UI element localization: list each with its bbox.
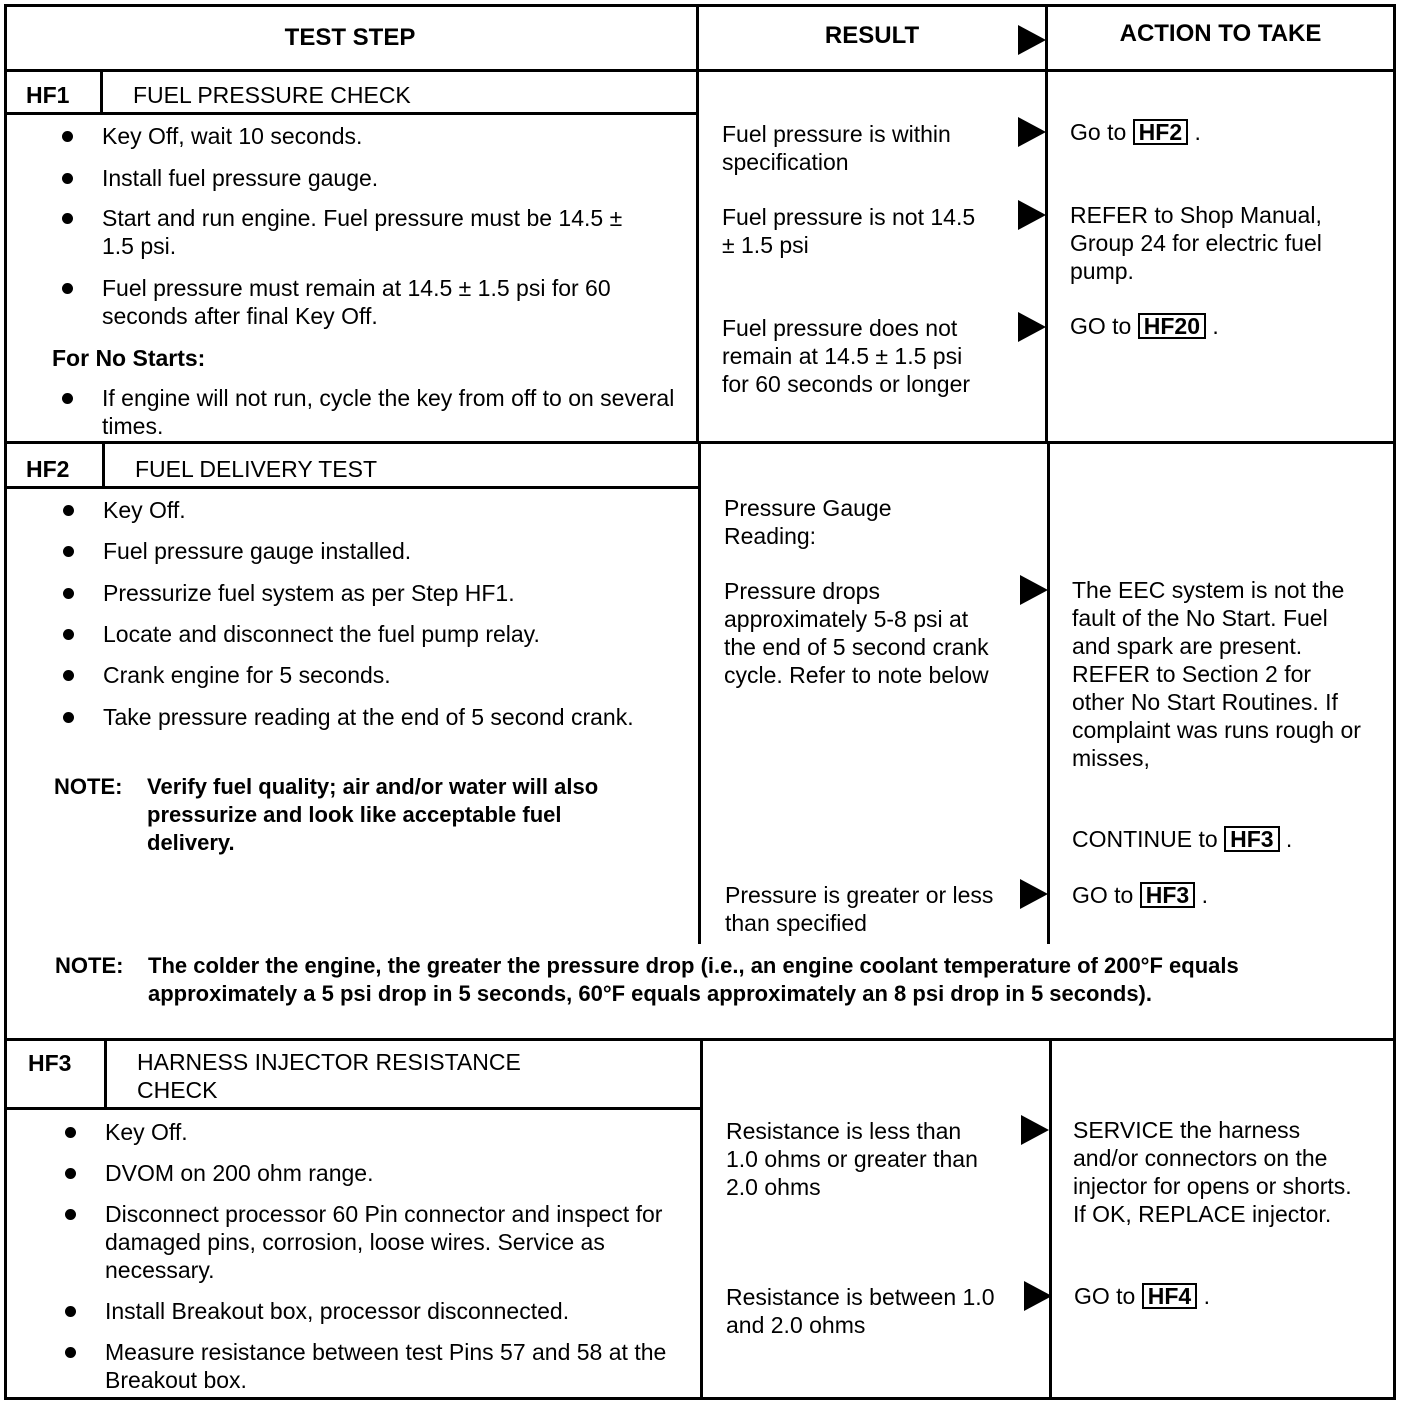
hf3-result: Resistance is between 1.0 and 2.0 ohms bbox=[726, 1284, 995, 1338]
hf3-action-text: GO to bbox=[1074, 1283, 1136, 1309]
hf1-action-text: GO to bbox=[1070, 313, 1132, 339]
ref-hf20-link[interactable]: HF20 bbox=[1138, 313, 1206, 339]
hf2-note-text: Verify fuel quality; air and/or water will also pressurize and look like acceptable fuel delivery. bbox=[147, 774, 599, 855]
hf2-action-goto-hf3 bbox=[1072, 881, 1208, 909]
hf1-step-title: FUEL PRESSURE CHECK bbox=[133, 82, 411, 108]
hf1-subhead: For No Starts: bbox=[52, 345, 206, 371]
hf1-bullet: Fuel pressure must remain at 14.5 ± 1.5 psi for 60 seconds after final Key Off. bbox=[54, 274, 662, 330]
hf1-result-arrow-icon bbox=[1018, 312, 1046, 342]
ref-hf4-link[interactable]: HF4 bbox=[1142, 1283, 1197, 1309]
header-action: ACTION TO TAKE bbox=[1119, 20, 1322, 47]
ref-hf3-link[interactable]: HF3 bbox=[1140, 882, 1195, 908]
hf2-bullet: Take pressure reading at the end of 5 second crank. bbox=[55, 703, 643, 731]
hf2-col-divider-2 bbox=[1047, 441, 1050, 944]
hf1-result: Fuel pressure does not remain at 14.5 ± 1.5 psi for 60 seconds or longer bbox=[722, 315, 971, 397]
hf1-action-goto-hf2 bbox=[1070, 118, 1201, 146]
hf3-title-underline bbox=[4, 1107, 703, 1110]
hf2-bullet: Key Off. bbox=[55, 496, 703, 524]
hf3-action-goto-hf4 bbox=[1074, 1282, 1210, 1310]
hf2-id-divider bbox=[102, 441, 105, 488]
hf2-action-period: . bbox=[1201, 882, 1208, 908]
hf1-bullet: Install fuel pressure gauge. bbox=[54, 164, 702, 192]
hf3-bullet: Measure resistance between test Pins 57 and 58 at the Breakout box. bbox=[57, 1338, 690, 1394]
hf2-bullet: Fuel pressure gauge installed. bbox=[55, 537, 703, 565]
hf2-bullet: Crank engine for 5 seconds. bbox=[55, 661, 703, 689]
hf2-bullet: Pressurize fuel system as per Step HF1. bbox=[55, 579, 703, 607]
hf2-note-label: NOTE: bbox=[54, 774, 123, 799]
hf3-result: Resistance is less than 1.0 ohms or greater than 2.0 ohms bbox=[726, 1118, 978, 1200]
hf2-result: Pressure drops approximately 5-8 psi at the end of 5 second crank cycle. Refer to note below bbox=[724, 578, 989, 688]
hf3-id-divider bbox=[104, 1038, 107, 1109]
hf2-result: Pressure is greater or less than specified bbox=[725, 882, 994, 936]
hf2-action-text: CONTINUE to bbox=[1072, 826, 1218, 852]
hf3-col-divider-2 bbox=[1049, 1038, 1052, 1398]
ref-hf2-link[interactable]: HF2 bbox=[1133, 119, 1188, 145]
hf1-bullet: If engine will not run, cycle the key from off to on several times. bbox=[54, 384, 682, 440]
hf2-bottom-note bbox=[55, 952, 1335, 1038]
table-right-border bbox=[1393, 4, 1396, 1400]
hf2-action-continue-hf3 bbox=[1072, 825, 1292, 853]
hf3-bullet: Disconnect processor 60 Pin connector and inspect for damaged pins, corrosion, loose wires. Service as necessary. bbox=[57, 1200, 690, 1284]
hf2-result-arrow-icon bbox=[1020, 879, 1048, 909]
hf3-result-arrow-icon bbox=[1024, 1281, 1052, 1311]
hf1-title-underline bbox=[4, 112, 699, 115]
hf2-action-eec: The EEC system is not the fault of the No Start. Fuel and spark are present. REFER to Section 2 for other No Start Routines. If complaint was runs rough or misses, bbox=[1072, 577, 1361, 771]
hf1-action-refer: REFER to Shop Manual, Group 24 for electric fuel pump. bbox=[1070, 202, 1322, 284]
header-divider bbox=[4, 69, 1396, 72]
hf1-result-arrow-icon bbox=[1018, 200, 1046, 230]
hf2-title-underline bbox=[4, 486, 701, 489]
hf1-step-id: HF1 bbox=[26, 82, 70, 108]
hf2-action-text: GO to bbox=[1072, 882, 1134, 908]
hf3-col-divider-1 bbox=[700, 1038, 703, 1398]
hf2-step-title: FUEL DELIVERY TEST bbox=[135, 456, 378, 482]
hf2-note bbox=[54, 773, 634, 863]
hf2-bottom-note-text: The colder the engine, the greater the pressure drop (i.e., an engine coolant temperature of 200°F equals approximately a 5 psi drop in 5 seconds, 60°F equals approximately an 8 psi drop in 5 seconds). bbox=[148, 953, 1239, 1006]
header-arrow-icon bbox=[1018, 25, 1046, 55]
hf1-result: Fuel pressure is not 14.5 ± 1.5 psi bbox=[722, 204, 976, 258]
hf3-step-id: HF3 bbox=[28, 1050, 72, 1076]
header-result: RESULT bbox=[824, 22, 920, 49]
hf3-bullet: DVOM on 200 ohm range. bbox=[57, 1159, 705, 1187]
table-left-border bbox=[4, 4, 7, 1400]
header-col-divider-1 bbox=[696, 4, 699, 444]
hf3-bullet: Install Breakout box, processor disconnected. bbox=[57, 1297, 690, 1325]
hf1-bullet: Start and run engine. Fuel pressure must be 14.5 ± 1.5 psi. bbox=[54, 204, 642, 260]
hf2-step-id: HF2 bbox=[26, 456, 70, 482]
hf3-step-title: HARNESS INJECTOR RESISTANCE CHECK bbox=[137, 1049, 521, 1103]
hf2-result-heading: Pressure Gauge Reading: bbox=[724, 495, 892, 549]
hf1-id-divider bbox=[100, 69, 103, 114]
hf2-bottom-note-label: NOTE: bbox=[55, 953, 124, 978]
hf3-action-service: SERVICE the harness and/or connectors on the injector for opens or shorts. If OK, REPLACE injector. bbox=[1073, 1117, 1352, 1227]
hf3-bullet: Key Off. bbox=[57, 1118, 705, 1146]
hf3-action-period: . bbox=[1203, 1283, 1210, 1309]
header-test-step: TEST STEP bbox=[284, 24, 416, 51]
hf2-action-period: . bbox=[1285, 826, 1293, 852]
ref-hf3-link[interactable]: HF3 bbox=[1224, 826, 1279, 852]
hf3-result-arrow-icon bbox=[1021, 1115, 1049, 1145]
hf1-action-period: . bbox=[1212, 313, 1219, 339]
hf1-action-goto-hf20 bbox=[1070, 312, 1219, 340]
hf1-action-period: . bbox=[1194, 119, 1201, 145]
table-top-border bbox=[4, 4, 1396, 7]
hf1-action-text: Go to bbox=[1070, 119, 1127, 145]
hf1-bullet: Key Off, wait 10 seconds. bbox=[54, 122, 702, 150]
hf1-result-arrow-icon bbox=[1018, 117, 1046, 147]
hf2-result-arrow-icon bbox=[1020, 575, 1048, 605]
hf2-bullet: Locate and disconnect the fuel pump relay. bbox=[55, 620, 703, 648]
hf1-result: Fuel pressure is within specification bbox=[722, 121, 951, 175]
